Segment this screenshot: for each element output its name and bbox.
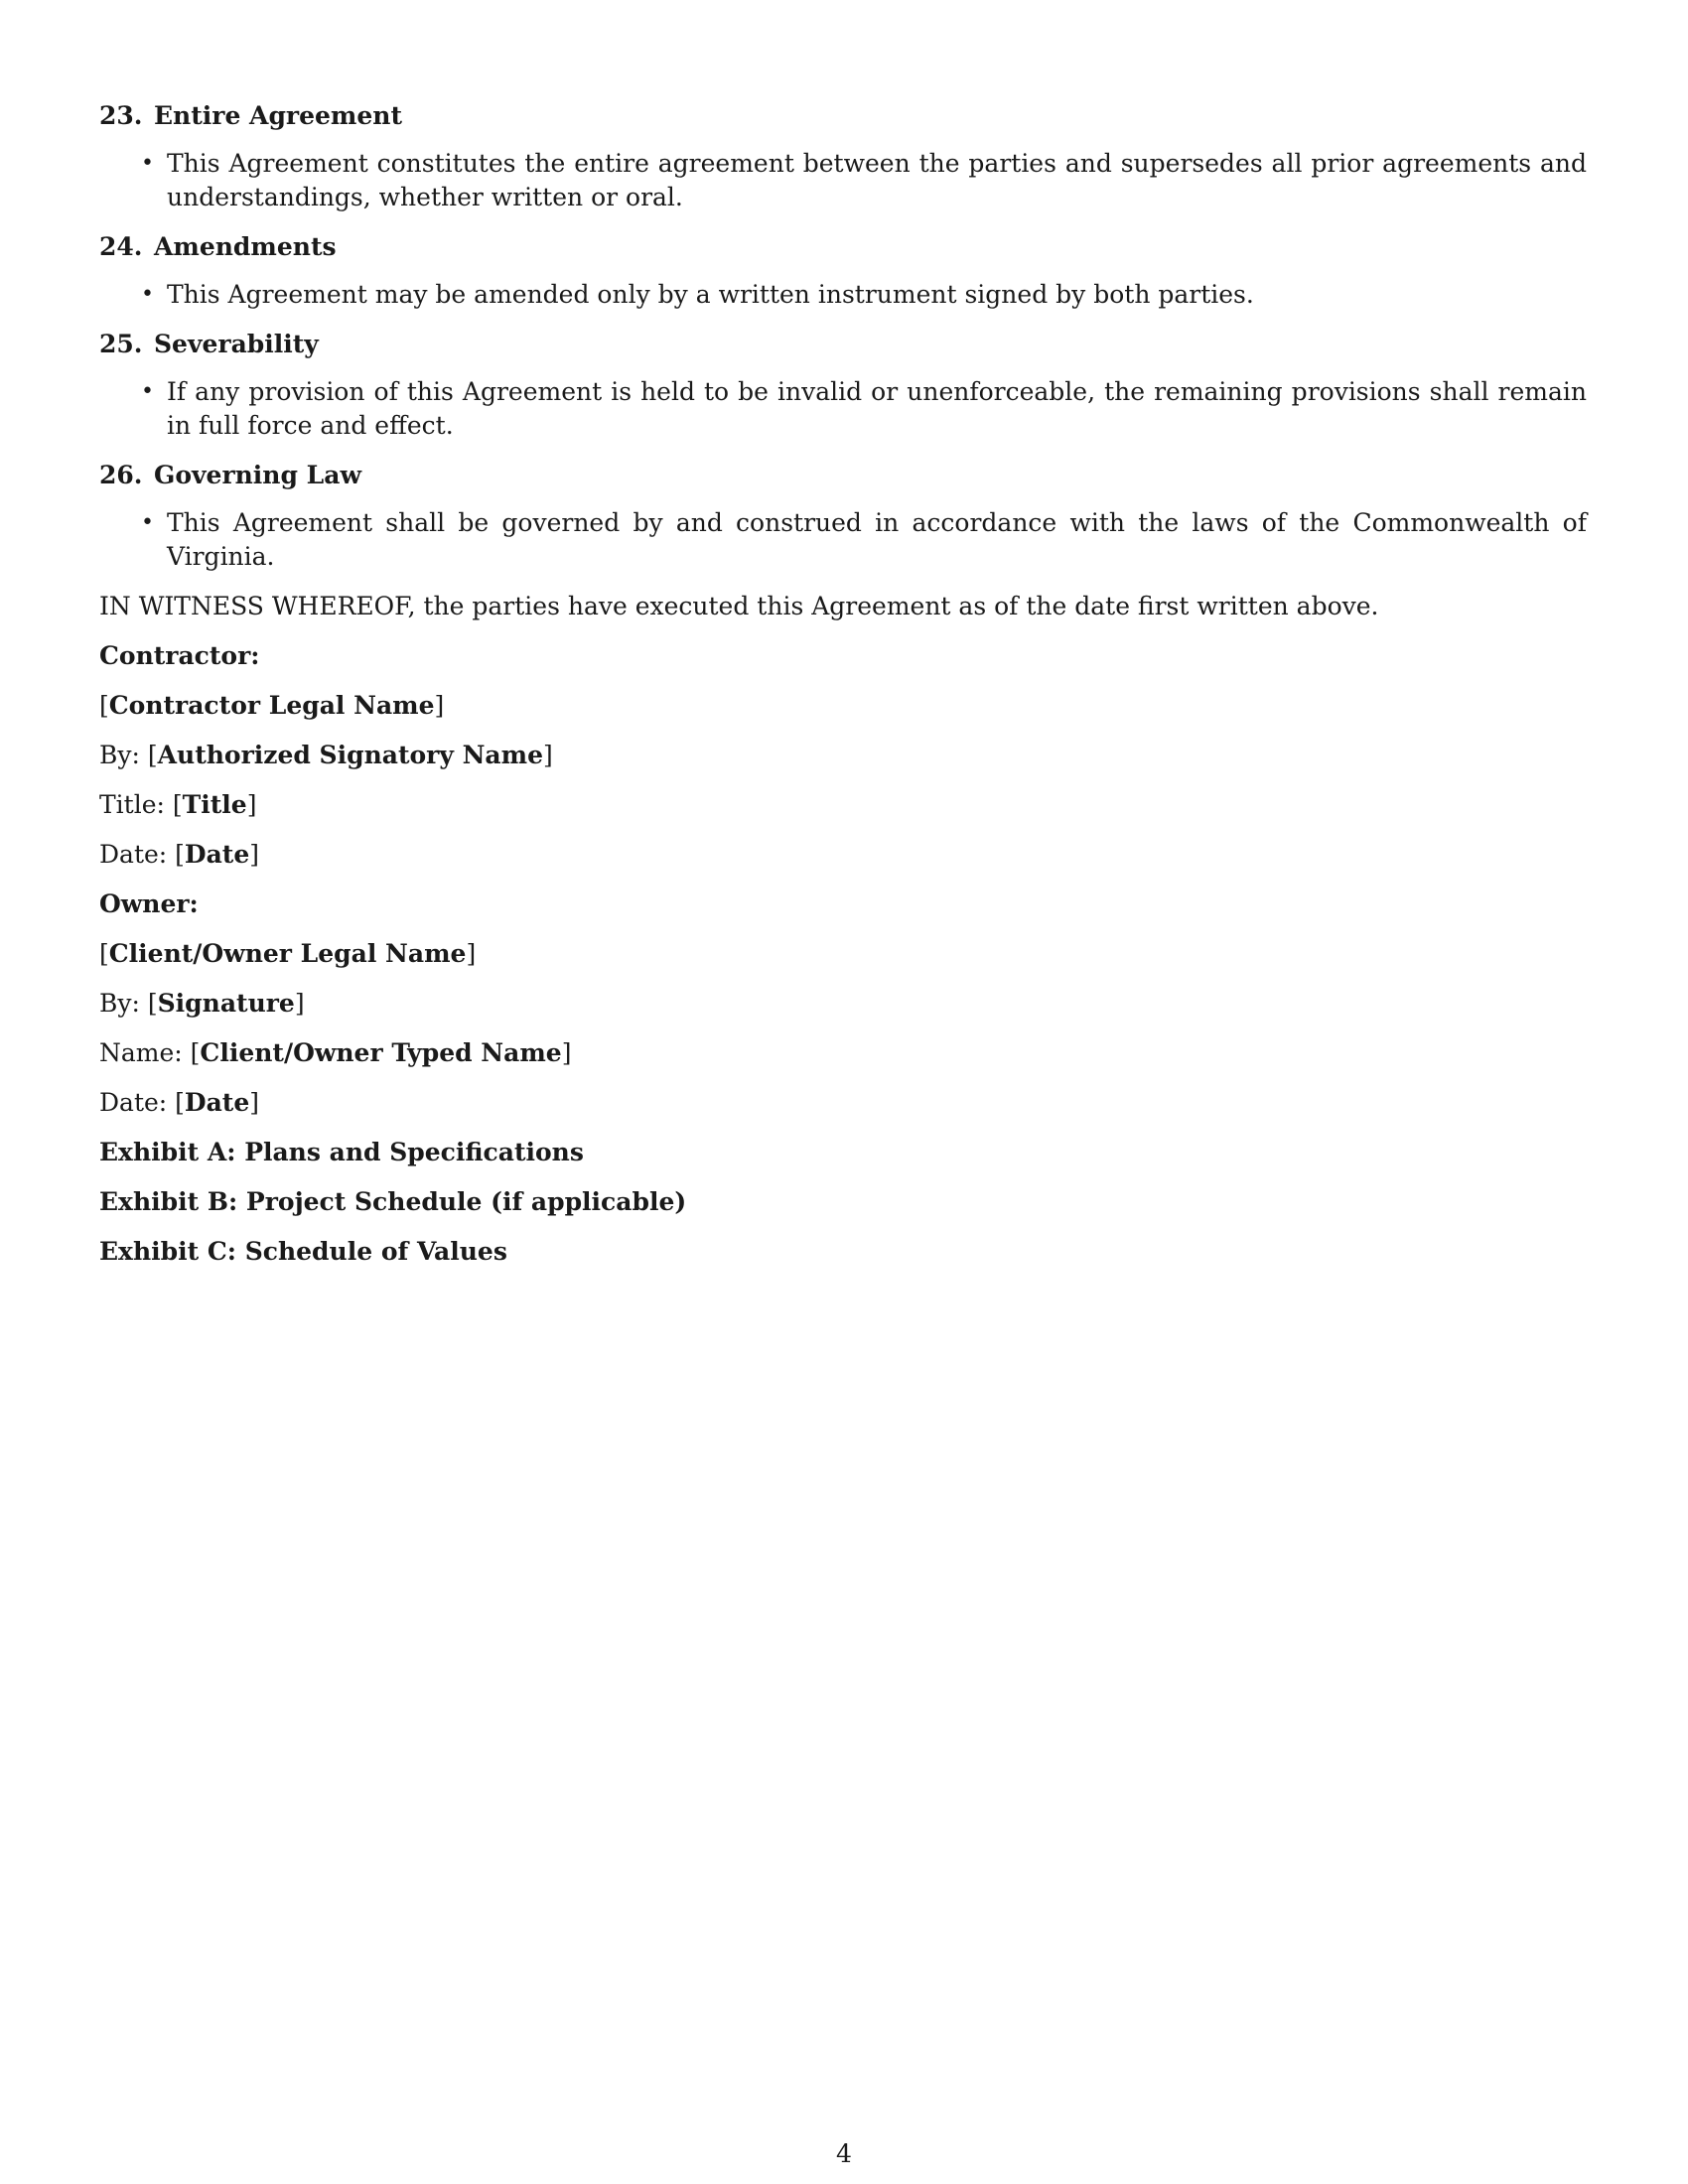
section-bullets <box>99 375 1589 443</box>
bullet-text: If any provision of this Agreement is held to be invalid or unenforceable, the remaining provisions shall remain in full force and effect. <box>167 377 1587 440</box>
owner-by-label: By: <box>99 989 140 1018</box>
contractor-date-value: Date <box>184 840 250 869</box>
owner-name-line: Name: [Client/Owner Typed Name] <box>99 1038 572 1067</box>
contractor-title-value: Title <box>182 790 247 819</box>
owner-legal-name-value: Client/Owner Legal Name <box>108 939 467 968</box>
bullet-text: This Agreement shall be governed by and construed in accordance with the laws of the Commonwealth of Virginia. <box>167 508 1587 571</box>
bullet-icon: • <box>141 379 154 404</box>
section-title: Amendments <box>154 232 337 261</box>
section-title: Governing Law <box>154 461 361 489</box>
contractor-by-value: Authorized Signatory Name <box>157 741 543 769</box>
section-number: 23. <box>99 101 143 130</box>
contractor-date-line: Date: [Date] <box>99 840 260 869</box>
bullet-text: This Agreement constitutes the entire agreement between the parties and supersedes all prior agreements and understandings, whether written or oral. <box>167 149 1587 211</box>
list-item <box>99 375 1589 443</box>
bullet-text: This Agreement may be amended only by a written instrument signed by both parties. <box>167 280 1254 309</box>
section-bullets <box>99 506 1589 574</box>
contractor-legal-name: [Contractor Legal Name] <box>99 691 445 720</box>
owner-heading: Owner: <box>99 889 199 918</box>
exhibit-b: Exhibit B: Project Schedule (if applicable) <box>99 1187 687 1216</box>
contractor-heading: Contractor: <box>99 641 260 670</box>
document-page <box>99 99 1589 1285</box>
owner-name-value: Client/Owner Typed Name <box>200 1038 562 1067</box>
section-heading-governing-law <box>99 459 1589 492</box>
list-item <box>99 506 1589 574</box>
contractor-title-line: Title: [Title] <box>99 790 257 819</box>
owner-date-label: Date: <box>99 1088 168 1117</box>
owner-by-value: Signature <box>157 989 295 1018</box>
section-number: 25. <box>99 330 143 358</box>
bullet-icon: • <box>141 282 154 307</box>
page-number: 4 <box>836 2139 852 2168</box>
contractor-title-label: Title: <box>99 790 165 819</box>
bullet-icon: • <box>141 510 154 535</box>
contractor-legal-name-value: Contractor Legal Name <box>108 691 435 720</box>
exhibit-c: Exhibit C: Schedule of Values <box>99 1237 507 1266</box>
contractor-by-label: By: <box>99 741 140 769</box>
section-number: 26. <box>99 461 143 489</box>
section-number: 24. <box>99 232 143 261</box>
section-heading-severability <box>99 328 1589 361</box>
section-heading-amendments <box>99 230 1589 264</box>
list-item <box>99 147 1589 214</box>
owner-by-line: By: [Signature] <box>99 989 305 1018</box>
section-bullets <box>99 278 1589 312</box>
section-bullets <box>99 147 1589 214</box>
list-item <box>99 278 1589 312</box>
section-title: Severability <box>154 330 319 358</box>
owner-name-label: Name: <box>99 1038 183 1067</box>
section-title: Entire Agreement <box>154 101 402 130</box>
exhibit-a: Exhibit A: Plans and Specifications <box>99 1138 584 1166</box>
witness-statement: IN WITNESS WHEREOF, the parties have executed this Agreement as of the date first written above. <box>99 592 1379 620</box>
section-heading-entire-agreement <box>99 99 1589 133</box>
contractor-date-label: Date: <box>99 840 168 869</box>
owner-date-value: Date <box>184 1088 250 1117</box>
contractor-by-line: By: [Authorized Signatory Name] <box>99 741 553 769</box>
owner-legal-name: [Client/Owner Legal Name] <box>99 939 477 968</box>
bullet-icon: • <box>141 151 154 176</box>
owner-date-line: Date: [Date] <box>99 1088 260 1117</box>
